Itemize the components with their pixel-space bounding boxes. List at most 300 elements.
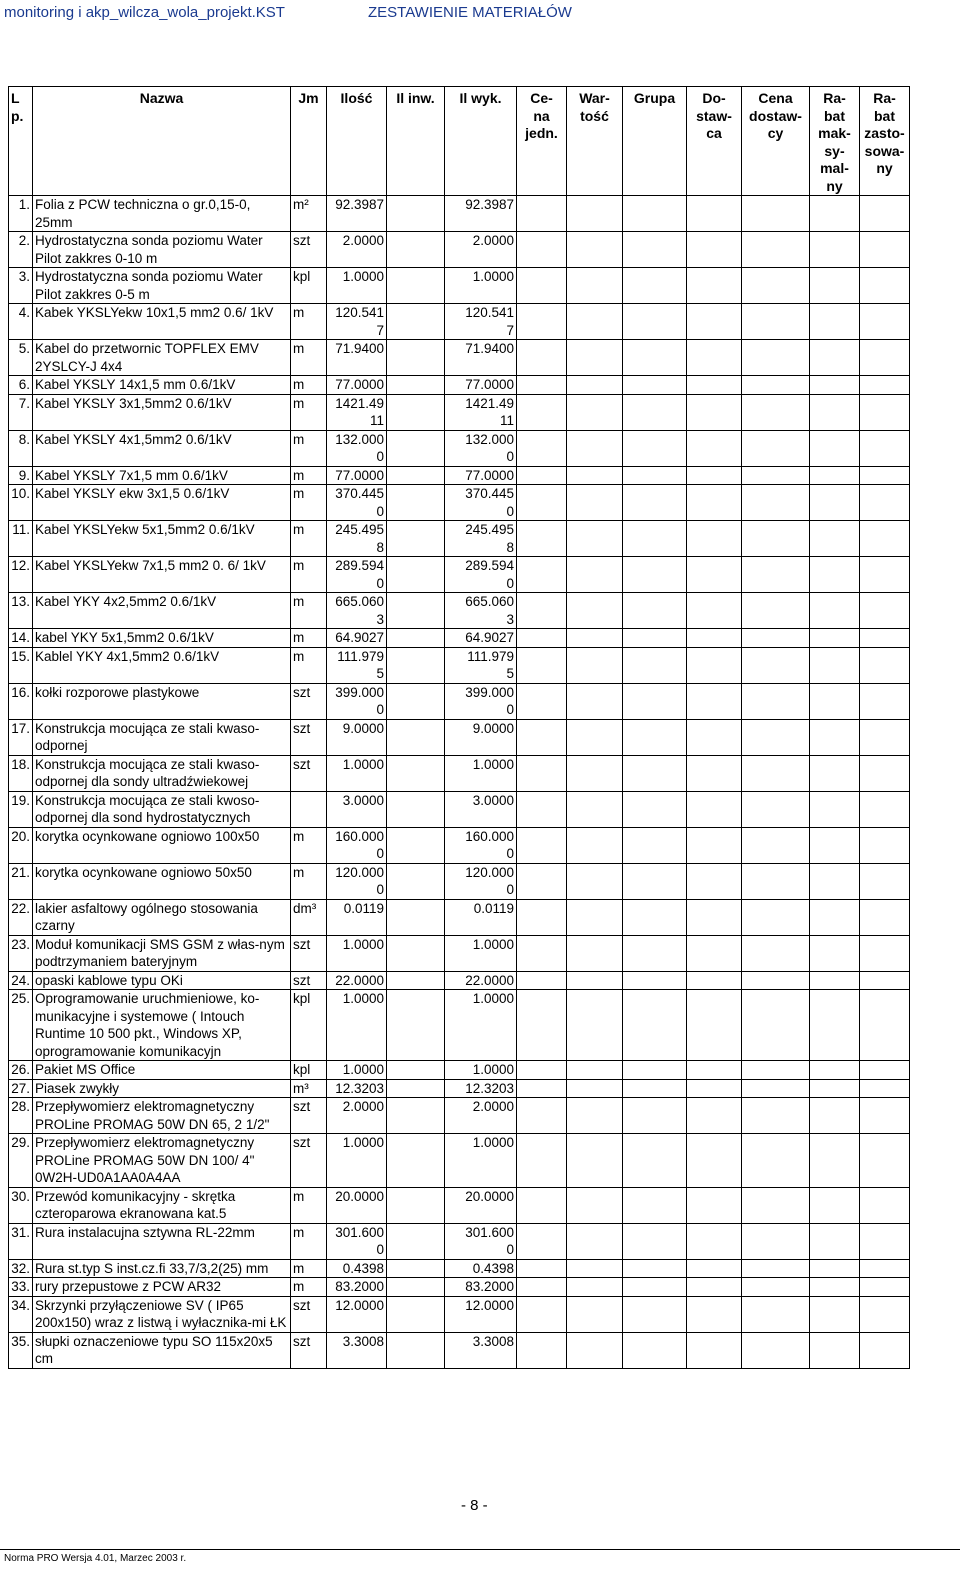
cell-ilosc: 3.3008 — [327, 1332, 387, 1368]
cell-il-wyk: 399.000 0 — [445, 683, 517, 719]
cell-grupa — [623, 971, 687, 990]
cell-jm: szt — [291, 232, 327, 268]
cell-rabat-zastosowany — [860, 1278, 910, 1297]
cell-rabat-zastosowany — [860, 683, 910, 719]
cell-wartosc — [567, 521, 623, 557]
table-row — [9, 521, 910, 557]
cell-rabat-maksymalny — [810, 1278, 860, 1297]
cell-ilosc: 77.0000 — [327, 466, 387, 485]
cell-dostawca — [687, 899, 742, 935]
col-il-wyk-label: Il wyk. — [459, 90, 502, 106]
cell-ilosc: 132.000 0 — [327, 430, 387, 466]
table-row — [9, 863, 910, 899]
cell-cena — [517, 971, 567, 990]
cell-il-inw — [387, 719, 445, 755]
cell-cena-dostawcy — [742, 629, 810, 648]
cell-jm: m — [291, 863, 327, 899]
cell-wartosc — [567, 971, 623, 990]
cell-wartosc — [567, 394, 623, 430]
cell-cena-dostawcy — [742, 719, 810, 755]
cell-wartosc — [567, 1296, 623, 1332]
cell-grupa — [623, 485, 687, 521]
cell-cena — [517, 935, 567, 971]
cell-wartosc — [567, 1223, 623, 1259]
cell-dostawca — [687, 629, 742, 648]
cell-rabat-maksymalny — [810, 1187, 860, 1223]
cell-rabat-zastosowany — [860, 863, 910, 899]
cell-nazwa: słupki oznaczeniowe typu SO 115x20x5 cm — [33, 1332, 291, 1368]
cell-ilosc: 665.060 3 — [327, 593, 387, 629]
cell-il-inw — [387, 1259, 445, 1278]
cell-cena-dostawcy — [742, 1079, 810, 1098]
cell-jm: szt — [291, 719, 327, 755]
cell-dostawca — [687, 1187, 742, 1223]
cell-jm: szt — [291, 1296, 327, 1332]
cell-wartosc — [567, 791, 623, 827]
table-row — [9, 899, 910, 935]
cell-il-wyk: 20.0000 — [445, 1187, 517, 1223]
cell-rabat-maksymalny — [810, 647, 860, 683]
cell-dostawca — [687, 1278, 742, 1297]
cell-ilosc: 92.3987 — [327, 196, 387, 232]
cell-ilosc: 1421.49 11 — [327, 394, 387, 430]
cell-jm: m — [291, 304, 327, 340]
cell-lp: 22. — [9, 899, 33, 935]
cell-grupa — [623, 521, 687, 557]
cell-grupa — [623, 1278, 687, 1297]
cell-ilosc: 9.0000 — [327, 719, 387, 755]
table-row — [9, 232, 910, 268]
cell-rabat-zastosowany — [860, 1259, 910, 1278]
cell-rabat-zastosowany — [860, 1296, 910, 1332]
document-header-title: ZESTAWIENIE MATERIAŁÓW — [368, 4, 572, 21]
cell-lp: 27. — [9, 1079, 33, 1098]
cell-cena — [517, 791, 567, 827]
cell-grupa — [623, 1332, 687, 1368]
cell-wartosc — [567, 647, 623, 683]
cell-nazwa: lakier asfaltowy ogólnego stosowania czarny — [33, 899, 291, 935]
cell-ilosc: 0.0119 — [327, 899, 387, 935]
cell-lp: 13. — [9, 593, 33, 629]
cell-ilosc: 399.000 0 — [327, 683, 387, 719]
cell-jm: kpl — [291, 1061, 327, 1080]
cell-nazwa: Moduł komunikacji SMS GSM z włas-nym podtrzymaniem bateryjnym — [33, 935, 291, 971]
cell-cena-dostawcy — [742, 683, 810, 719]
cell-rabat-zastosowany — [860, 719, 910, 755]
cell-grupa — [623, 232, 687, 268]
cell-ilosc: 1.0000 — [327, 268, 387, 304]
cell-grupa — [623, 593, 687, 629]
cell-dostawca — [687, 791, 742, 827]
table-row — [9, 629, 910, 648]
cell-ilosc: 111.979 5 — [327, 647, 387, 683]
cell-nazwa: Kabek YKSLYekw 10x1,5 mm2 0.6/ 1kV — [33, 304, 291, 340]
table-row — [9, 430, 910, 466]
cell-cena-dostawcy — [742, 1223, 810, 1259]
cell-cena-dostawcy — [742, 935, 810, 971]
cell-rabat-zastosowany — [860, 990, 910, 1061]
cell-il-inw — [387, 899, 445, 935]
cell-il-inw — [387, 1278, 445, 1297]
cell-cena-dostawcy — [742, 1296, 810, 1332]
cell-il-inw — [387, 990, 445, 1061]
cell-ilosc: 1.0000 — [327, 755, 387, 791]
cell-wartosc — [567, 232, 623, 268]
cell-il-wyk: 92.3987 — [445, 196, 517, 232]
cell-il-inw — [387, 755, 445, 791]
cell-cena — [517, 683, 567, 719]
cell-rabat-maksymalny — [810, 304, 860, 340]
cell-rabat-maksymalny — [810, 557, 860, 593]
cell-il-wyk: 22.0000 — [445, 971, 517, 990]
cell-rabat-maksymalny — [810, 1296, 860, 1332]
cell-il-inw — [387, 827, 445, 863]
cell-dostawca — [687, 593, 742, 629]
cell-dostawca — [687, 394, 742, 430]
cell-rabat-maksymalny — [810, 791, 860, 827]
cell-il-wyk: 111.979 5 — [445, 647, 517, 683]
cell-il-wyk: 3.0000 — [445, 791, 517, 827]
table-row — [9, 990, 910, 1061]
cell-jm — [291, 791, 327, 827]
cell-jm: m² — [291, 196, 327, 232]
table-row — [9, 1098, 910, 1134]
col-ilosc-label: Ilość — [340, 90, 373, 106]
cell-cena — [517, 1098, 567, 1134]
cell-lp: 31. — [9, 1223, 33, 1259]
cell-wartosc — [567, 863, 623, 899]
cell-grupa — [623, 1079, 687, 1098]
cell-dostawca — [687, 1332, 742, 1368]
cell-rabat-zastosowany — [860, 340, 910, 376]
col-dostawca — [687, 87, 742, 196]
cell-lp: 23. — [9, 935, 33, 971]
cell-dostawca — [687, 990, 742, 1061]
cell-wartosc — [567, 990, 623, 1061]
cell-grupa — [623, 1187, 687, 1223]
table-row — [9, 466, 910, 485]
cell-dostawca — [687, 521, 742, 557]
cell-ilosc: 1.0000 — [327, 1134, 387, 1188]
cell-cena — [517, 629, 567, 648]
cell-lp: 24. — [9, 971, 33, 990]
cell-nazwa: Kabel YKSLY 4x1,5mm2 0.6/1kV — [33, 430, 291, 466]
cell-ilosc: 2.0000 — [327, 232, 387, 268]
cell-ilosc: 1.0000 — [327, 1061, 387, 1080]
cell-lp: 1. — [9, 196, 33, 232]
cell-rabat-zastosowany — [860, 791, 910, 827]
cell-il-inw — [387, 683, 445, 719]
cell-jm: m — [291, 629, 327, 648]
cell-wartosc — [567, 340, 623, 376]
cell-cena — [517, 1259, 567, 1278]
cell-lp: 25. — [9, 990, 33, 1061]
cell-cena-dostawcy — [742, 755, 810, 791]
cell-grupa — [623, 394, 687, 430]
col-nazwa — [33, 87, 291, 196]
col-grupa — [623, 87, 687, 196]
cell-cena — [517, 268, 567, 304]
cell-il-wyk: 0.0119 — [445, 899, 517, 935]
cell-cena-dostawcy — [742, 557, 810, 593]
cell-lp: 19. — [9, 791, 33, 827]
cell-cena-dostawcy — [742, 521, 810, 557]
cell-rabat-zastosowany — [860, 1187, 910, 1223]
cell-lp: 11. — [9, 521, 33, 557]
table-header-row — [9, 87, 910, 196]
cell-jm: kpl — [291, 268, 327, 304]
cell-cena-dostawcy — [742, 593, 810, 629]
cell-lp: 35. — [9, 1332, 33, 1368]
cell-cena-dostawcy — [742, 268, 810, 304]
cell-grupa — [623, 755, 687, 791]
cell-nazwa: Rura st.typ S inst.cz.fi 33,7/3,2(25) mm — [33, 1259, 291, 1278]
cell-grupa — [623, 629, 687, 648]
cell-cena — [517, 466, 567, 485]
cell-cena — [517, 990, 567, 1061]
cell-cena-dostawcy — [742, 376, 810, 395]
table-row — [9, 1061, 910, 1080]
cell-dostawca — [687, 755, 742, 791]
cell-il-inw — [387, 1296, 445, 1332]
cell-il-wyk: 289.594 0 — [445, 557, 517, 593]
col-cena-dostawcy — [742, 87, 810, 196]
cell-wartosc — [567, 593, 623, 629]
cell-il-wyk: 665.060 3 — [445, 593, 517, 629]
table-row — [9, 1296, 910, 1332]
cell-cena-dostawcy — [742, 863, 810, 899]
cell-il-inw — [387, 1332, 445, 1368]
cell-dostawca — [687, 304, 742, 340]
cell-grupa — [623, 304, 687, 340]
cell-il-wyk: 2.0000 — [445, 1098, 517, 1134]
cell-rabat-maksymalny — [810, 1079, 860, 1098]
cell-wartosc — [567, 1259, 623, 1278]
cell-il-wyk: 77.0000 — [445, 466, 517, 485]
cell-il-wyk: 120.541 7 — [445, 304, 517, 340]
cell-nazwa: Rura instalacujna sztywna RL-22mm — [33, 1223, 291, 1259]
col-wartosc — [567, 87, 623, 196]
cell-nazwa: Kabel YKSLY 7x1,5 mm 0.6/1kV — [33, 466, 291, 485]
cell-wartosc — [567, 1187, 623, 1223]
footer-divider — [0, 1549, 960, 1550]
cell-il-wyk: 370.445 0 — [445, 485, 517, 521]
cell-jm: m — [291, 430, 327, 466]
cell-cena-dostawcy — [742, 232, 810, 268]
cell-rabat-zastosowany — [860, 196, 910, 232]
cell-cena — [517, 827, 567, 863]
cell-rabat-zastosowany — [860, 1098, 910, 1134]
cell-jm: szt — [291, 1332, 327, 1368]
cell-dostawca — [687, 430, 742, 466]
cell-jm: m — [291, 394, 327, 430]
cell-wartosc — [567, 683, 623, 719]
cell-nazwa: Przepływomierz elektromagnetyczny PROLine PROMAG 50W DN 65, 2 1/2" — [33, 1098, 291, 1134]
cell-grupa — [623, 1259, 687, 1278]
table-row — [9, 196, 910, 232]
cell-il-inw — [387, 304, 445, 340]
cell-rabat-maksymalny — [810, 1098, 860, 1134]
cell-rabat-maksymalny — [810, 268, 860, 304]
cell-wartosc — [567, 719, 623, 755]
cell-lp: 9. — [9, 466, 33, 485]
table-row — [9, 268, 910, 304]
cell-rabat-maksymalny — [810, 394, 860, 430]
cell-ilosc: 301.600 0 — [327, 1223, 387, 1259]
table-row — [9, 755, 910, 791]
cell-grupa — [623, 1061, 687, 1080]
cell-grupa — [623, 935, 687, 971]
cell-ilosc: 12.0000 — [327, 1296, 387, 1332]
cell-dostawca — [687, 340, 742, 376]
cell-jm: szt — [291, 683, 327, 719]
table-body — [9, 196, 910, 1369]
cell-il-wyk: 1.0000 — [445, 1061, 517, 1080]
cell-rabat-zastosowany — [860, 1061, 910, 1080]
cell-grupa — [623, 268, 687, 304]
cell-dostawca — [687, 647, 742, 683]
cell-jm: m — [291, 557, 327, 593]
cell-il-inw — [387, 466, 445, 485]
cell-il-inw — [387, 1098, 445, 1134]
page-number: - 8 - — [461, 1497, 488, 1514]
cell-il-wyk: 132.000 0 — [445, 430, 517, 466]
cell-jm: m — [291, 376, 327, 395]
cell-rabat-zastosowany — [860, 1134, 910, 1188]
cell-cena — [517, 1332, 567, 1368]
cell-jm: m — [291, 593, 327, 629]
cell-dostawca — [687, 1061, 742, 1080]
cell-wartosc — [567, 430, 623, 466]
cell-rabat-zastosowany — [860, 1332, 910, 1368]
cell-ilosc: 12.3203 — [327, 1079, 387, 1098]
cell-cena-dostawcy — [742, 1098, 810, 1134]
col-jm — [291, 87, 327, 196]
cell-lp: 30. — [9, 1187, 33, 1223]
col-dostawca-label: Do- staw- ca — [696, 90, 732, 141]
cell-jm: m — [291, 647, 327, 683]
cell-il-wyk: 12.0000 — [445, 1296, 517, 1332]
col-cena — [517, 87, 567, 196]
cell-rabat-maksymalny — [810, 1061, 860, 1080]
cell-wartosc — [567, 1098, 623, 1134]
cell-nazwa: Przewód komunikacyjny - skrętka czteroparowa ekranowana kat.5 — [33, 1187, 291, 1223]
cell-nazwa: kołki rozporowe plastykowe — [33, 683, 291, 719]
cell-ilosc: 245.495 8 — [327, 521, 387, 557]
cell-ilosc: 22.0000 — [327, 971, 387, 990]
cell-cena — [517, 304, 567, 340]
cell-cena-dostawcy — [742, 1332, 810, 1368]
cell-cena — [517, 232, 567, 268]
table-row — [9, 340, 910, 376]
cell-dostawca — [687, 683, 742, 719]
cell-rabat-maksymalny — [810, 755, 860, 791]
cell-rabat-zastosowany — [860, 935, 910, 971]
cell-il-wyk: 77.0000 — [445, 376, 517, 395]
cell-wartosc — [567, 935, 623, 971]
cell-cena-dostawcy — [742, 1061, 810, 1080]
cell-il-inw — [387, 485, 445, 521]
cell-rabat-maksymalny — [810, 990, 860, 1061]
cell-lp: 16. — [9, 683, 33, 719]
cell-grupa — [623, 1098, 687, 1134]
cell-wartosc — [567, 485, 623, 521]
col-lp-label: L p. — [11, 90, 24, 124]
cell-dostawca — [687, 1259, 742, 1278]
cell-lp: 7. — [9, 394, 33, 430]
cell-nazwa: korytka ocynkowane ogniowo 50x50 — [33, 863, 291, 899]
footer-note: Norma PRO Wersja 4.01, Marzec 2003 r. — [4, 1553, 187, 1564]
cell-rabat-maksymalny — [810, 899, 860, 935]
cell-rabat-maksymalny — [810, 1223, 860, 1259]
cell-wartosc — [567, 196, 623, 232]
cell-dostawca — [687, 232, 742, 268]
cell-il-inw — [387, 232, 445, 268]
cell-grupa — [623, 719, 687, 755]
cell-lp: 32. — [9, 1259, 33, 1278]
col-ilosc — [327, 87, 387, 196]
cell-wartosc — [567, 629, 623, 648]
cell-cena-dostawcy — [742, 1259, 810, 1278]
table-row — [9, 304, 910, 340]
cell-il-inw — [387, 935, 445, 971]
cell-cena-dostawcy — [742, 304, 810, 340]
cell-il-inw — [387, 557, 445, 593]
cell-lp: 2. — [9, 232, 33, 268]
cell-cena — [517, 1296, 567, 1332]
cell-cena — [517, 899, 567, 935]
cell-rabat-maksymalny — [810, 1134, 860, 1188]
cell-il-inw — [387, 430, 445, 466]
cell-rabat-zastosowany — [860, 268, 910, 304]
cell-il-inw — [387, 971, 445, 990]
cell-wartosc — [567, 755, 623, 791]
cell-rabat-zastosowany — [860, 466, 910, 485]
cell-il-wyk: 3.3008 — [445, 1332, 517, 1368]
cell-lp: 6. — [9, 376, 33, 395]
cell-nazwa: Oprogramowanie uruchmieniowe, ko-munikacyjne i systemowe ( Intouch Runtime 10 500 pkt., Windows XP, oprogramowanie komunikacyjn — [33, 990, 291, 1061]
cell-wartosc — [567, 1079, 623, 1098]
cell-lp: 4. — [9, 304, 33, 340]
col-il-wyk — [445, 87, 517, 196]
cell-rabat-maksymalny — [810, 466, 860, 485]
col-rabat-zastosowany-label: Ra- bat zasto- sowa- ny — [864, 90, 905, 176]
cell-jm: m — [291, 340, 327, 376]
cell-rabat-maksymalny — [810, 827, 860, 863]
cell-cena — [517, 557, 567, 593]
cell-rabat-maksymalny — [810, 340, 860, 376]
cell-wartosc — [567, 827, 623, 863]
cell-lp: 26. — [9, 1061, 33, 1080]
cell-rabat-zastosowany — [860, 629, 910, 648]
cell-il-wyk: 0.4398 — [445, 1259, 517, 1278]
cell-ilosc: 1.0000 — [327, 935, 387, 971]
cell-grupa — [623, 1134, 687, 1188]
cell-lp: 33. — [9, 1278, 33, 1297]
cell-il-inw — [387, 647, 445, 683]
cell-cena-dostawcy — [742, 196, 810, 232]
cell-grupa — [623, 647, 687, 683]
col-il-inw-label: Il inw. — [396, 90, 435, 106]
cell-lp: 20. — [9, 827, 33, 863]
cell-wartosc — [567, 376, 623, 395]
cell-jm: m — [291, 485, 327, 521]
cell-cena-dostawcy — [742, 647, 810, 683]
cell-jm: m — [291, 1278, 327, 1297]
cell-il-inw — [387, 1134, 445, 1188]
cell-dostawca — [687, 557, 742, 593]
cell-dostawca — [687, 1098, 742, 1134]
